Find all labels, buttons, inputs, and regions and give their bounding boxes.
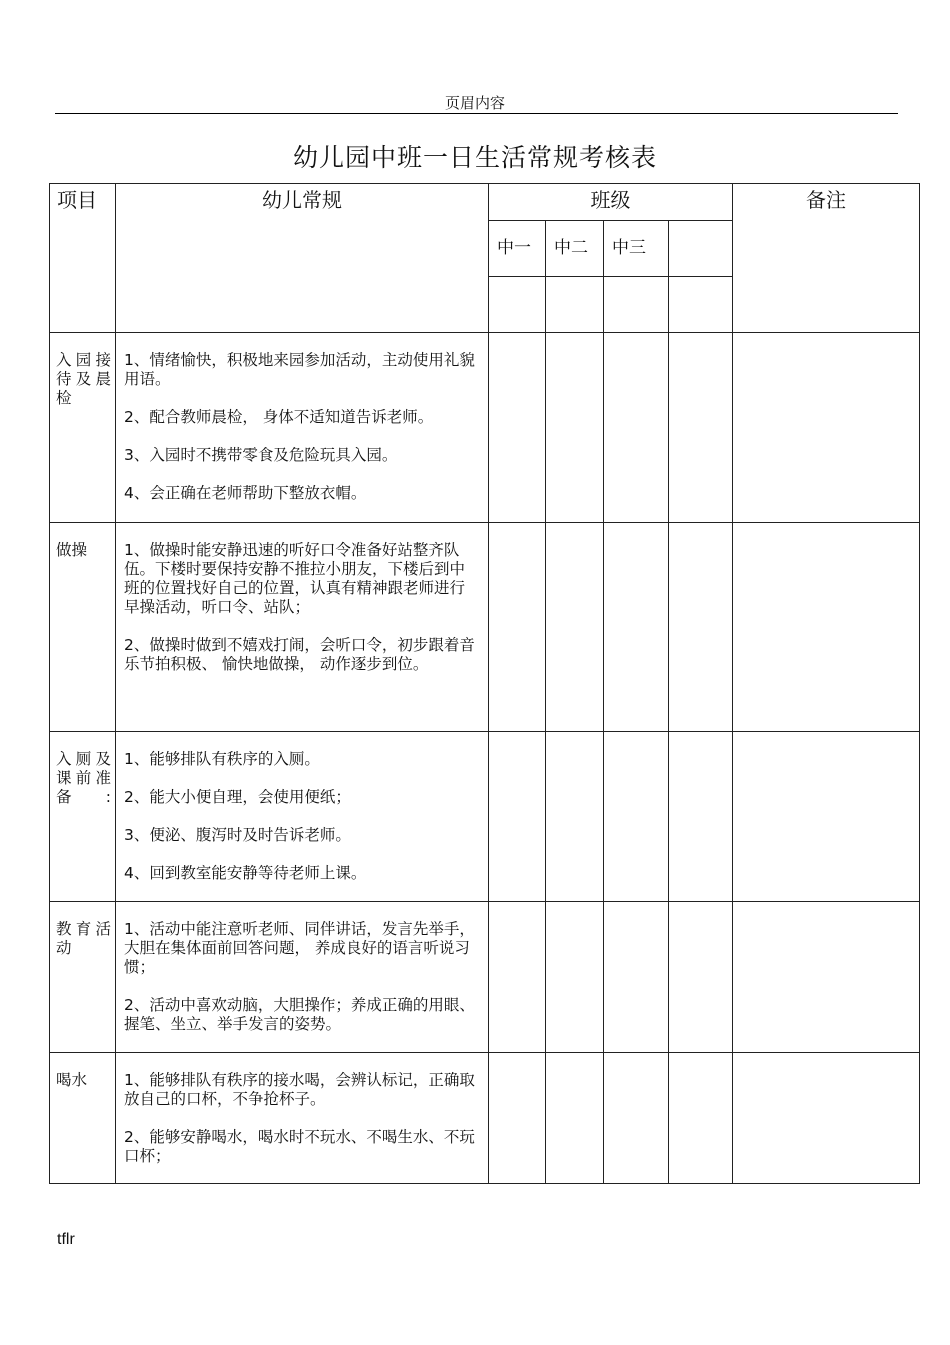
header-cell-item: 项目 [50, 184, 116, 333]
class-header-3: 中三 [604, 221, 669, 277]
score-cell [489, 333, 546, 523]
header-cell-notes: 备注 [733, 184, 920, 333]
rule-text: 2、做操时做到不嬉戏打闹，会听口令，初步跟着音乐节拍积极、 愉快地做操， 动作逐步到位。 [124, 636, 475, 673]
rule-text: 1、做操时能安静迅速的听好口令准备好站整齐队伍。下楼时要保持安静不推拉小朋友，下楼后到中班的位置找好自己的位置，认真有精神跟老师进行早操活动，听口令、站队； [124, 541, 466, 616]
rules-cell [116, 902, 489, 1053]
header-cell-class: 班级 [489, 184, 733, 221]
table-row [50, 732, 920, 902]
category-cell [50, 902, 116, 1053]
page-header-text: 页眉内容 [444, 94, 505, 112]
score-cell [669, 732, 733, 902]
score-cell [546, 277, 604, 333]
rule-text: 4、回到教室能安静等待老师上课。 [124, 864, 367, 882]
score-cell [669, 1053, 733, 1184]
header-divider [55, 113, 898, 114]
rule-text: 1、能够排队有秩序的接水喝，会辨认标记，正确取放自己的口杯，不争抢杯子。 [124, 1071, 475, 1108]
notes-cell [733, 523, 920, 732]
table-row [50, 1053, 920, 1184]
assessment-table [49, 183, 920, 1184]
notes-cell [733, 1053, 920, 1184]
table-row [50, 333, 920, 523]
notes-cell [733, 902, 920, 1053]
score-cell [546, 523, 604, 732]
rule-text: 1、情绪愉快，积极地来园参加活动，主动使用礼貌用语。 [124, 351, 475, 388]
category-cell [50, 333, 116, 523]
category-cell [50, 523, 116, 732]
table-row [50, 523, 920, 732]
score-cell [669, 902, 733, 1053]
score-cell [604, 333, 669, 523]
score-cell [489, 1053, 546, 1184]
score-cell [546, 333, 604, 523]
rules-cell [116, 333, 489, 523]
score-cell [604, 277, 669, 333]
category-label: 做操 [56, 541, 88, 559]
rule-text: 2、能大小便自理，会使用便纸； [124, 788, 351, 806]
score-cell [604, 902, 669, 1053]
rule-text: 4、会正确在老师帮助下整放衣帽。 [124, 484, 367, 502]
score-cell [669, 333, 733, 523]
rules-cell [116, 1053, 489, 1184]
category-cell [50, 732, 116, 902]
document-title: 幼儿园中班一日生活常规考核表 [292, 143, 657, 172]
score-cell [489, 732, 546, 902]
category-label: 入园接待及晨检 [56, 351, 111, 407]
score-cell [546, 1053, 604, 1184]
rule-text: 2、活动中喜欢动脑，大胆操作；养成正确的用眼、握笔、坐立、举手发言的姿势。 [124, 996, 475, 1033]
rule-text: 3、便泌、腹泻时及时告诉老师。 [124, 826, 351, 844]
category-label: 教育活动 [56, 920, 111, 957]
rules-cell [116, 523, 489, 732]
score-cell [669, 277, 733, 333]
class-header-1: 中一 [489, 221, 546, 277]
score-cell [489, 277, 546, 333]
score-cell [604, 523, 669, 732]
rule-text: 3、入园时不携带零食及危险玩具入园。 [124, 446, 398, 464]
notes-cell [733, 732, 920, 902]
category-label: 喝水 [56, 1071, 88, 1089]
score-cell [489, 902, 546, 1053]
category-cell [50, 1053, 116, 1184]
score-cell [546, 732, 604, 902]
score-cell [604, 732, 669, 902]
category-label: 入厕及课前准备: [56, 750, 111, 806]
rule-text: 2、能够安静喝水，喝水时不玩水、不喝生水、不玩口杯； [124, 1128, 475, 1165]
rule-text: 2、配合教师晨检， 身体不适知道告诉老师。 [124, 408, 434, 426]
score-cell [604, 1053, 669, 1184]
class-header-4 [669, 221, 733, 277]
notes-cell [733, 333, 920, 523]
footer-text: tflr [57, 1231, 75, 1248]
score-cell [669, 523, 733, 732]
score-cell [489, 523, 546, 732]
class-header-2: 中二 [546, 221, 604, 277]
table-row [50, 902, 920, 1053]
header-cell-rules: 幼儿常规 [116, 184, 489, 333]
rule-text: 1、能够排队有秩序的入厕。 [124, 750, 320, 768]
score-cell [546, 902, 604, 1053]
rule-text: 1、活动中能注意听老师、同伴讲话，发言先举手，大胆在集体面前回答问题， 养成良好的语言听说习惯； [124, 920, 475, 976]
rules-cell [116, 732, 489, 902]
